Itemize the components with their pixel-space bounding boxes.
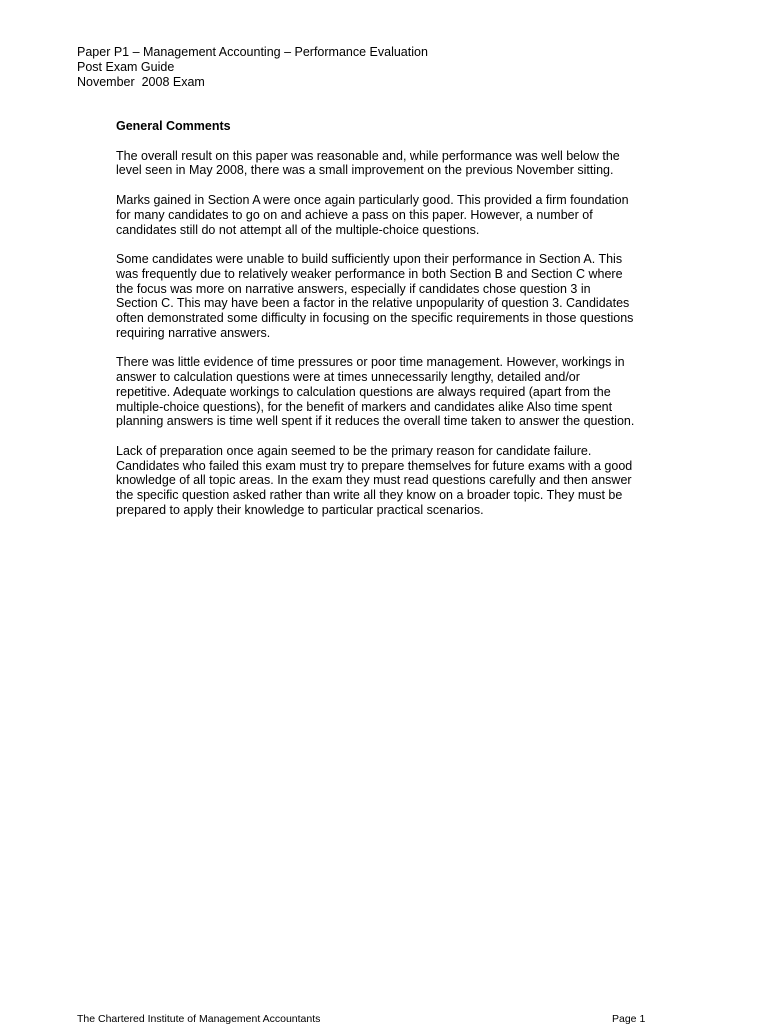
paragraph-line: The overall result on this paper was reasonable and, while performance was well below the <box>116 148 620 163</box>
paragraph-section-a <box>116 193 656 237</box>
paragraph-line: was frequently due to relatively weaker performance in both Section B and Section C where <box>116 266 623 281</box>
paragraph-overall-result <box>116 149 656 178</box>
paragraph-time-management <box>116 355 656 429</box>
paragraph-line: requiring narrative answers. <box>116 325 271 340</box>
paragraph-line: the specific question asked rather than write all they know on a broader topic. They must be <box>116 488 623 503</box>
paragraph-section-b-c <box>116 252 656 340</box>
paragraph-line: Candidates who failed this exam must try to prepare themselves for future exams with a good <box>116 458 633 473</box>
paragraph-line: Marks gained in Section A were once again particularly good. This provided a firm foundation <box>116 193 629 208</box>
paragraph-line: Some candidates were unable to build sufficiently upon their performance in Section A. This <box>116 252 623 267</box>
footer-organization: The Chartered Institute of Management Accountants <box>77 1013 321 1025</box>
paragraph-line: planning answers is time well spent if it reduces the overall time taken to answer the question. <box>116 414 635 429</box>
paragraph-line: Section C. This may have been a factor in the relative unpopularity of question 3. Candidates <box>116 296 630 311</box>
paragraph-line: the focus was more on narrative answers, especially if candidates chose question 3 in <box>116 281 591 296</box>
paragraph-line: multiple-choice questions), for the benefit of markers and candidates alike Also time spent <box>116 399 613 414</box>
paragraph-line: Lack of preparation once again seemed to be the primary reason for candidate failure. <box>116 443 592 458</box>
document-header <box>77 45 428 90</box>
section-heading: General Comments <box>116 119 231 133</box>
header-exam-date: November 2008 Exam <box>77 75 205 89</box>
header-paper-title: Paper P1 – Management Accounting – Performance Evaluation <box>77 45 428 59</box>
paragraph-line: There was little evidence of time pressures or poor time management. However, workings in <box>116 355 625 370</box>
paragraph-line: level seen in May 2008, there was a small improvement on the previous November sitting. <box>116 163 614 178</box>
paragraph-line: candidates still do not attempt all of the multiple-choice questions. <box>116 222 480 237</box>
paragraph-line: answer to calculation questions were at times unnecessarily lengthy, detailed and/or <box>116 370 580 385</box>
paragraph-line: knowledge of all topic areas. In the exam they must read questions carefully and then answer <box>116 473 632 488</box>
paragraph-line: prepared to apply their knowledge to particular practical scenarios. <box>116 502 484 517</box>
paragraph-line: often demonstrated some difficulty in focusing on the specific requirements in those questions <box>116 311 634 326</box>
footer-page-number: Page 1 <box>612 1013 646 1025</box>
document-body <box>116 119 656 532</box>
paragraph-line: for many candidates to go on and achieve a pass on this paper. However, a number of <box>116 207 593 222</box>
header-guide-title: Post Exam Guide <box>77 60 175 74</box>
paragraph-line: repetitive. Adequate workings to calculation questions are always required (apart from the <box>116 384 611 399</box>
paragraph-preparation <box>116 444 656 518</box>
